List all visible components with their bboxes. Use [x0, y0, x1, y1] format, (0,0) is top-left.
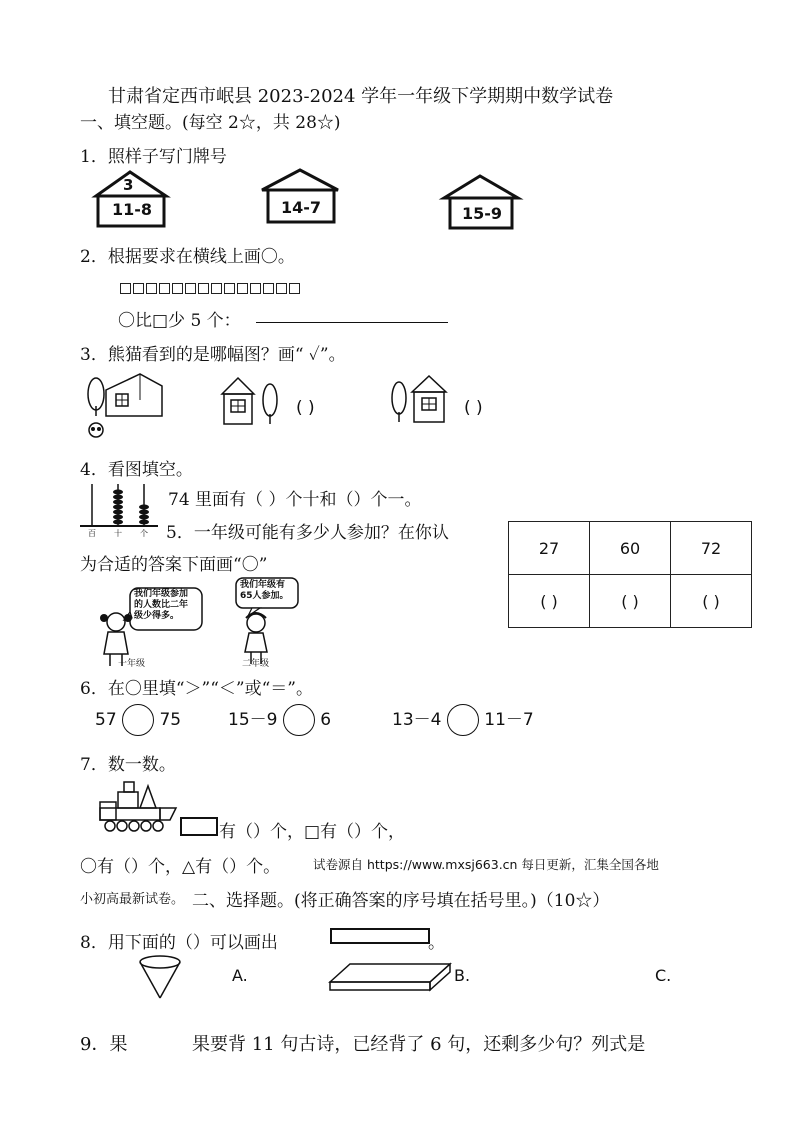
option-a[interactable]: A. [232, 966, 248, 985]
option-c[interactable]: C. [655, 966, 672, 985]
compare-2-right: 6 [320, 710, 332, 730]
house-tree-option-1 [220, 376, 290, 428]
house-3-bottom: 15-9 [462, 204, 503, 223]
q3-blank-1[interactable]: ( ) [296, 398, 315, 418]
compare-item-1 [95, 704, 181, 736]
compare-2-circle[interactable] [283, 704, 315, 736]
q1-text: 1．照样子写门牌号 [80, 147, 227, 167]
q5-option-3: 72 [671, 522, 752, 575]
compare-item-3 [392, 704, 534, 736]
compare-2-left: 15－9 [228, 710, 278, 730]
squares-row [120, 279, 302, 298]
q3-blank-2[interactable]: ( ) [464, 398, 483, 418]
cone-icon [136, 954, 186, 1000]
panda-view-picture [82, 370, 172, 440]
compare-1-circle[interactable] [122, 704, 154, 736]
grade2-label: 二年级 [242, 659, 270, 669]
target-rectangle-icon [330, 928, 430, 944]
q2-prompt: 〇比□少 5 个： [118, 311, 241, 331]
q5-answer-table [508, 521, 752, 628]
q6-text: 6．在〇里填“＞”“＜”或“＝”。 [80, 679, 313, 699]
q3-text: 3．熊猫看到的是哪幅图？画“ ✓”。 [80, 345, 346, 365]
source-note: 试卷源自 https://www.mxsj663.cn 每日更新，汇集全国各地 [313, 857, 659, 872]
cuboid-icon [328, 960, 452, 992]
q5-text-1: 5．一年级可能有多少人参加？在你认 [166, 523, 449, 543]
q5-text-2: 为合适的答案下面画“〇” [80, 555, 268, 575]
q5-blank-3[interactable]: ( ) [671, 575, 752, 628]
q2-answer-line[interactable] [256, 322, 448, 323]
q2-text: 2．根据要求在横线上画〇。 [80, 247, 295, 267]
shape-train-picture [98, 780, 180, 836]
compare-3-left: 13－4 [392, 710, 442, 730]
house-1-top: 3 [123, 176, 134, 194]
q5-blank-1[interactable]: ( ) [509, 575, 590, 628]
q8-text: 8．用下面的（）可以画出 [80, 933, 278, 953]
house-2 [258, 168, 344, 226]
q7-line-1: 有（）个，□有（）个， [219, 822, 406, 842]
rectangle-icon [180, 817, 218, 836]
abacus-label-ones: 个 [140, 529, 148, 538]
house-1-bottom: 11-8 [112, 200, 153, 219]
q4-text: 4．看图填空。 [80, 460, 193, 480]
compare-1-right: 75 [159, 710, 182, 730]
compare-1-left: 57 [95, 710, 117, 730]
section-1-heading: 一、填空题。(每空 2☆，共 28☆) [80, 113, 341, 133]
page-title: 甘肃省定西市岷县 2023-2024 学年一年级下学期期中数学试卷 [108, 86, 614, 107]
compare-3-circle[interactable] [447, 704, 479, 736]
q8-end: 。 [428, 933, 445, 953]
section-2-heading: 二、选择题。(将正确答案的序号填在括号里。)（10☆） [192, 891, 610, 911]
abacus-label-hundreds: 百 [88, 529, 96, 538]
compare-item-2 [228, 704, 331, 736]
bubble-2-text: 我们年级有65人参加。 [240, 580, 289, 601]
option-b[interactable]: B. [454, 966, 471, 985]
q5-option-1: 27 [509, 522, 590, 575]
house-tree-option-2 [390, 374, 460, 426]
q7-line-2: 〇有（）个，△有（）个。 [80, 857, 281, 877]
q9-text-a: 9．果 [80, 1034, 128, 1055]
compare-3-right: 11－7 [484, 710, 534, 730]
house-2-bottom: 14-7 [281, 198, 322, 217]
q4-fill: 74 里面有（ ）个十和（）个一。 [168, 490, 422, 510]
source-note-2: 小初高最新试卷。 [80, 892, 185, 907]
bubble-1-text: 我们年级参加的人数比二年级少得多。 [134, 589, 189, 621]
q9-text-b: 果要背 11 句古诗，已经背了 6 句，还剩多少句？列式是 [192, 1034, 646, 1055]
grade1-label: 一年级 [118, 659, 146, 669]
abacus-label-tens: 十 [114, 529, 122, 538]
q7-text: 7．数一数。 [80, 755, 176, 775]
q5-blank-2[interactable]: ( ) [590, 575, 671, 628]
q5-option-2: 60 [590, 522, 671, 575]
